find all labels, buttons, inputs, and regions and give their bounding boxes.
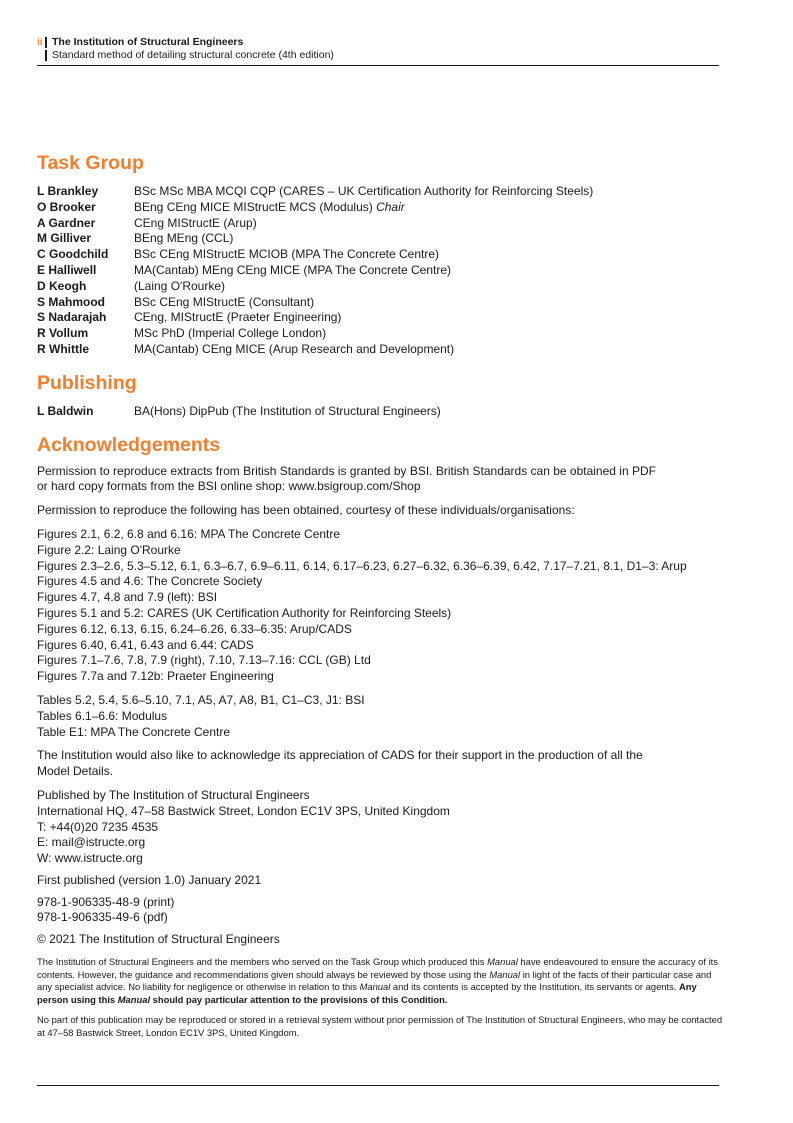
first-published: First published (version 1.0) January 2021 bbox=[37, 872, 262, 887]
spacer bbox=[37, 740, 727, 748]
spacer bbox=[37, 495, 727, 503]
task-group-heading: Task Group bbox=[37, 152, 144, 174]
member-name: E Halliwell bbox=[37, 262, 97, 277]
member-qualifications: (Laing O'Rourke) bbox=[134, 278, 225, 293]
spacer bbox=[37, 780, 727, 788]
disclaimer-text: in light of the facts of their particular case and any specialist advice. No liability for negligence or otherwise in relation to this bbox=[37, 968, 712, 993]
task-group-member bbox=[37, 200, 727, 216]
figure-credit: Figures 5.1 and 5.2: CARES (UK Certification Authority for Reinforcing Steels) bbox=[37, 605, 452, 620]
disclaimer-liability bbox=[37, 956, 727, 1006]
member-name: S Mahmood bbox=[37, 294, 105, 309]
member-quals-text: BEng CEng MICE MIStructE MCS (Modulus) bbox=[134, 199, 377, 214]
spacer bbox=[37, 358, 727, 370]
cads-note-line: Model Details. bbox=[37, 764, 114, 779]
disclaimer-bold-text: should pay particular attention to the provisions of this Condition. bbox=[150, 993, 448, 1005]
table-credit: Tables 6.1–6.6: Modulus bbox=[37, 708, 168, 723]
figure-credits-list bbox=[37, 527, 727, 685]
member-name: A Gardner bbox=[37, 215, 96, 230]
publishing-heading: Publishing bbox=[37, 371, 137, 394]
member-qualifications: MA(Cantab) MEng CEng MICE (MPA The Concrete Centre) bbox=[134, 262, 452, 277]
member-name: M Gilliver bbox=[37, 231, 92, 246]
isbn-pdf: 978-1-906335-49-6 (pdf) bbox=[37, 910, 168, 925]
publishing-member bbox=[37, 404, 727, 420]
member-qualifications: MSc PhD (Imperial College London) bbox=[134, 326, 327, 341]
figure-credit: Figures 2.3–2.6, 5.3–5.12, 6.1, 6.3–6.7, 6.9–6.11, 6.14, 6.17–6.23, 6.27–6.32, 6.36–6.39, 6.42, 7.17–7.21, 8.1, D1–3: Arup bbox=[37, 558, 687, 573]
figure-credit: Figure 2.2: Laing O'Rourke bbox=[37, 542, 181, 557]
task-group-member bbox=[37, 342, 727, 358]
running-header-title-row bbox=[37, 36, 719, 49]
disclaimer-text: The Institution of Structural Engineers and the members who served on the Task Group which produced this bbox=[37, 956, 488, 968]
publisher-line: Published by The Institution of Structural Engineers bbox=[37, 787, 310, 802]
copyright-notice: © 2021 The Institution of Structural Engineers bbox=[37, 932, 280, 947]
header-rule bbox=[37, 65, 719, 66]
header-bar-divider bbox=[45, 37, 47, 48]
member-name: R Whittle bbox=[37, 341, 89, 356]
member-qualifications: BSc MSc MBA MCQI CQP (CARES – UK Certification Authority for Reinforcing Steels) bbox=[134, 184, 594, 198]
disclaimer bbox=[37, 956, 727, 1040]
member-name: O Brooker bbox=[37, 199, 96, 214]
publisher-details bbox=[37, 788, 727, 867]
figure-credit: Figures 6.40, 6.41, 6.43 and 6.44: CADS bbox=[37, 637, 254, 652]
member-name: L Brankley bbox=[37, 184, 99, 198]
disclaimer-text: have endeavoured to ensure the accuracy of its contents. However, the guidance and recommendations given should always be reviewed by those using the bbox=[37, 956, 718, 980]
page-folio: ii bbox=[37, 37, 43, 48]
table-credit: Table E1: MPA The Concrete Centre bbox=[37, 724, 230, 739]
figure-credit: Figures 4.7, 4.8 and 7.9 (left): BSI bbox=[37, 590, 218, 605]
publisher-email: E: mail@istructe.org bbox=[37, 835, 146, 850]
member-name: D Keogh bbox=[37, 278, 87, 293]
manual-italic: Manual bbox=[489, 968, 521, 980]
page-content bbox=[37, 150, 727, 1040]
task-group-member bbox=[37, 310, 727, 326]
member-qualifications: CEng MIStructE (Arup) bbox=[134, 215, 257, 230]
publisher-phone: T: +44(0)20 7235 4535 bbox=[37, 819, 159, 834]
spacer bbox=[37, 685, 727, 693]
cads-note bbox=[37, 748, 727, 780]
member-qualifications: BA(Hons) DipPub (The Institution of Structural Engineers) bbox=[134, 403, 441, 418]
member-qualifications: CEng, MIStructE (Praeter Engineering) bbox=[134, 310, 342, 325]
running-header bbox=[37, 36, 719, 62]
courtesy-intro: Permission to reproduce the following has been obtained, courtesy of these individuals/organisations: bbox=[37, 503, 575, 518]
task-group-member bbox=[37, 216, 727, 232]
task-group-member bbox=[37, 326, 727, 342]
isbn-list bbox=[37, 895, 727, 927]
member-qualifications: BSc CEng MIStructE MCIOB (MPA The Concrete Centre) bbox=[134, 247, 439, 262]
spacer bbox=[37, 1006, 727, 1014]
disclaimer-text: and its contents is accepted by the Institution, its servants or agents. bbox=[390, 981, 680, 993]
member-qualifications bbox=[134, 200, 727, 216]
spacer bbox=[37, 420, 727, 432]
bsi-permission-line: Permission to reproduce extracts from British Standards is granted by BSI. British Standards can be obtained in PDF bbox=[37, 463, 656, 478]
header-bar-divider bbox=[45, 50, 47, 61]
member-qualifications: BEng MEng (CCL) bbox=[134, 231, 234, 246]
task-group-member bbox=[37, 279, 727, 295]
spacer bbox=[37, 519, 727, 527]
publisher-website: W: www.istructe.org bbox=[37, 851, 143, 866]
disclaimer-bold-text: Any person using this bbox=[37, 981, 697, 1005]
member-role: Chair bbox=[376, 199, 405, 214]
acknowledgements-heading: Acknowledgements bbox=[37, 433, 221, 456]
publishing-list bbox=[37, 404, 727, 420]
disclaimer-reproduction: No part of this publication may be reproduced or stored in a retrieval system without prior permission of The Institution of Structural Engineers, who may be contacted at 47–58 Bastwick Street, London EC1V 3PS, United Kingdom. bbox=[37, 1014, 723, 1039]
figure-credit: Figures 7.7a and 7.12b: Praeter Engineering bbox=[37, 669, 274, 684]
header-subtitle: Standard method of detailing structural concrete (4th edition) bbox=[52, 49, 334, 61]
figure-credit: Figures 2.1, 6.2, 6.8 and 6.16: MPA The Concrete Centre bbox=[37, 526, 341, 541]
member-qualifications: BSc CEng MIStructE (Consultant) bbox=[134, 294, 315, 309]
spacer bbox=[37, 948, 727, 956]
member-name: C Goodchild bbox=[37, 247, 109, 262]
member-name: L Baldwin bbox=[37, 403, 94, 418]
bsi-permission-line: or hard copy formats from the BSI online shop: www.bsigroup.com/Shop bbox=[37, 479, 421, 494]
manual-italic: Manual bbox=[117, 993, 151, 1005]
member-qualifications: MA(Cantab) CEng MICE (Arup Research and Development) bbox=[134, 341, 455, 356]
task-group-member bbox=[37, 263, 727, 279]
task-group-member bbox=[37, 184, 727, 200]
task-group-list bbox=[37, 184, 727, 358]
manual-italic: Manual bbox=[359, 981, 391, 993]
figure-credit: Figures 6.12, 6.13, 6.15, 6.24–6.26, 6.33–6.35: Arup/CADS bbox=[37, 621, 352, 636]
table-credits-list bbox=[37, 693, 727, 740]
manual-italic: Manual bbox=[487, 956, 518, 968]
bsi-permission-paragraph bbox=[37, 464, 727, 496]
publisher-address: International HQ, 47–58 Bastwick Street, London EC1V 3PS, United Kingdom bbox=[37, 803, 450, 818]
table-credit: Tables 5.2, 5.4, 5.6–5.10, 7.1, A5, A7, A8, B1, C1–C3, J1: BSI bbox=[37, 692, 365, 707]
footer-rule bbox=[37, 1085, 719, 1086]
task-group-member bbox=[37, 231, 727, 247]
running-header-subtitle-row bbox=[37, 49, 719, 62]
figure-credit: Figures 4.5 and 4.6: The Concrete Society bbox=[37, 574, 263, 589]
member-name: S Nadarajah bbox=[37, 310, 107, 325]
header-title: The Institution of Structural Engineers bbox=[52, 36, 244, 48]
cads-note-line: The Institution would also like to acknowledge its appreciation of CADS for their support in the production of all the bbox=[37, 748, 643, 763]
task-group-member bbox=[37, 247, 727, 263]
task-group-member bbox=[37, 295, 727, 311]
member-name: R Vollum bbox=[37, 326, 89, 341]
figure-credit: Figures 7.1–7.6, 7.8, 7.9 (right), 7.10, 7.13–7.16: CCL (GB) Ltd bbox=[37, 653, 371, 668]
isbn-print: 978-1-906335-48-9 (print) bbox=[37, 894, 175, 909]
